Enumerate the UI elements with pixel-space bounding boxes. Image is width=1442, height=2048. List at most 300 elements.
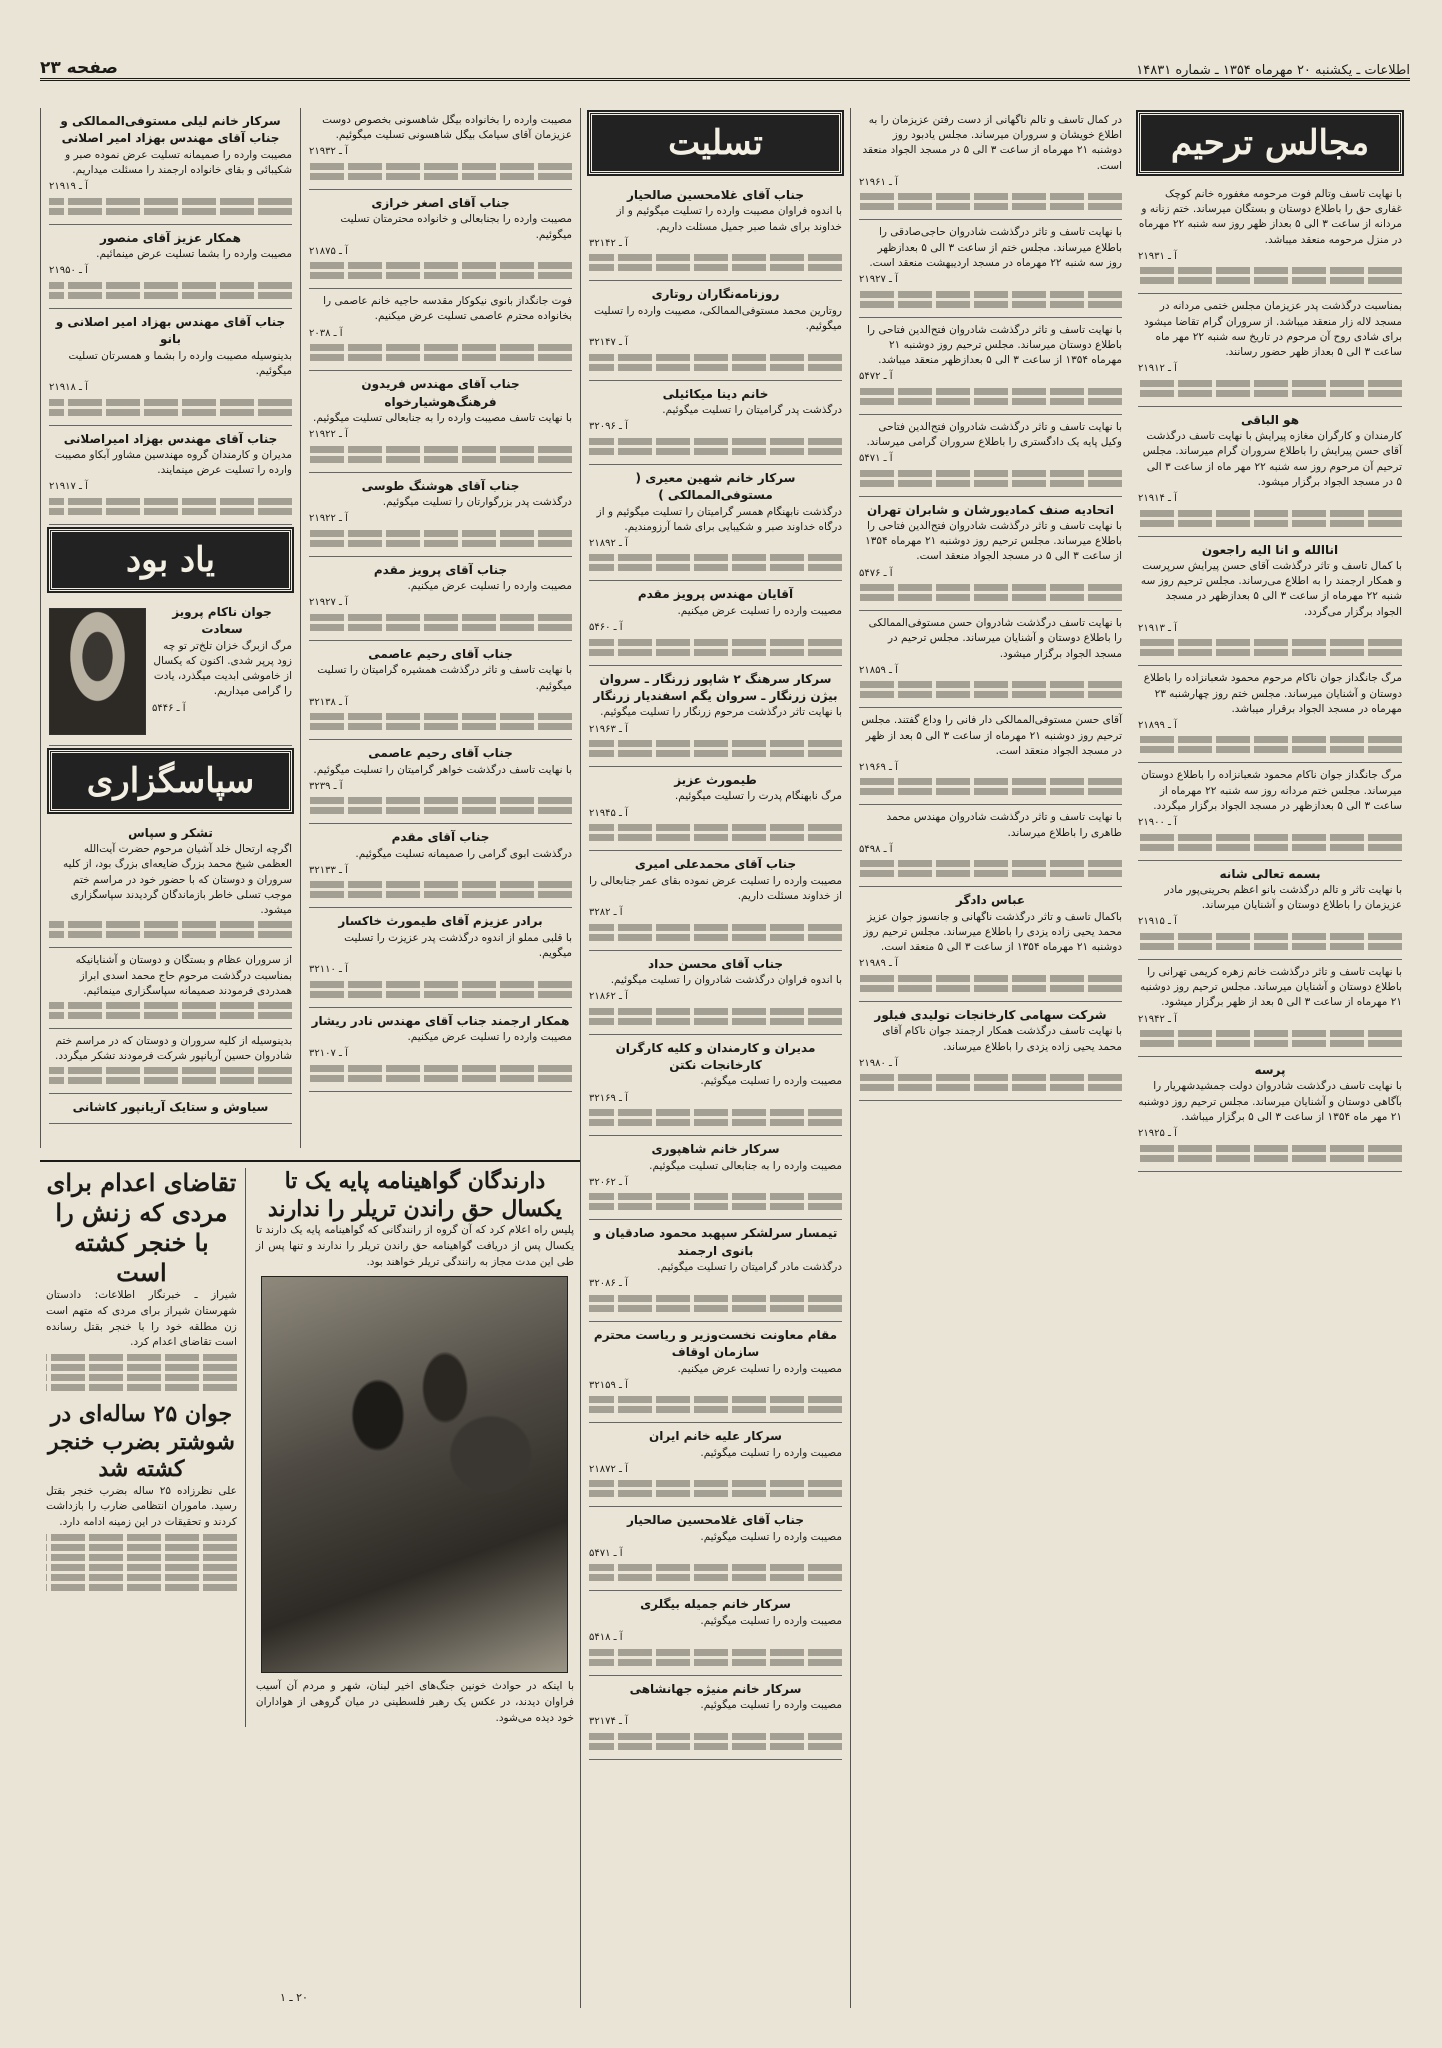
text-filler [1138, 639, 1402, 646]
text-filler [589, 924, 842, 931]
text-filler [859, 975, 1122, 982]
text-filler [1138, 933, 1402, 940]
notice [1138, 666, 1402, 763]
text-filler [859, 681, 1122, 688]
notice-title: طیمورث عزیز [674, 773, 757, 788]
column-1 [1130, 108, 1410, 2008]
text-filler [589, 1109, 842, 1116]
notice [589, 851, 842, 950]
notice-code: آ ـ ۲۱۹۱۹ [49, 181, 88, 193]
notice-code: آ ـ ۲۱۹۰۰ [1138, 817, 1177, 829]
text-filler [49, 1077, 292, 1084]
notice-text: مدیران و کارمندان گروه مهندسین مشاور آبکاو مصیبت وارده را تسلیت عرض مینمایند. [54, 448, 292, 477]
text-filler [49, 508, 292, 515]
text-filler [859, 788, 1122, 795]
notice-text: با اندوه فراوان مصیبت وارده را تسلیت میگوئیم و از خداوند برای شما صبر جمیل مسئلت داریم. [616, 205, 842, 233]
notice-text: با قلبی مملو از اندوه درگذشت پدر عزیزت را تسلیت میگویم. [344, 931, 572, 960]
notice-title: همکار ارجمند جناب آقای مهندس نادر ریشار [311, 1013, 570, 1028]
notice-title: برادر عزیزم آقای طیمورث خاکسار [338, 914, 543, 929]
text-filler [309, 530, 572, 537]
notice [1138, 763, 1402, 860]
notice-title: بسمه تعالی شانه [1219, 866, 1321, 881]
notice-text: با نهایت تاسف و تاثر درگذشت شادروان فتح‌الدین فتاحی وکیل پایه یک دادگستری را باطلاع سروران گرامی میرساند. [866, 420, 1122, 448]
notice-code: آ ـ ۲۱۹۸۹ [859, 958, 898, 970]
text-filler [1138, 1040, 1402, 1047]
notice-code: آ ـ ۲۱۹۱۴ [1138, 493, 1177, 505]
notice-title: آقایان مهندس پرویز مقدم [637, 587, 794, 602]
text-filler [589, 1406, 842, 1413]
text-filler [309, 991, 572, 998]
text-filler [589, 554, 842, 561]
notice [859, 415, 1122, 497]
notice-text: با نهایت تاسف درگذشت خواهر گرامیتان را تسلیت میگوئیم. [313, 763, 572, 776]
text-filler [589, 1295, 842, 1302]
notice [859, 220, 1122, 317]
notice-text: مصیبت وارده را صمیمانه تسلیت عرض نموده صبر و شکیبائی و بقای خانواده ارجمند را مسئلت میداریم. [65, 148, 292, 176]
notice [589, 581, 842, 665]
notice-code: آ ـ ۲۱۹۱۷ [49, 481, 88, 493]
remembrance-notice [49, 599, 292, 746]
notice-title: جناب آقای رحیم عاصمی [368, 646, 513, 661]
notice-text: با اندوه فراوان درگذشت شادروان را تسلیت میگوئیم. [610, 973, 842, 986]
text-filler [589, 1733, 842, 1740]
notice-text: مصیبت وارده را تسلیت عرض میکنیم. [407, 1031, 572, 1044]
notice-code: آ ـ ۲۱۹۱۳ [1138, 622, 1177, 634]
notice-list [49, 108, 292, 525]
notice-code: آ ـ ۲۱۹۶۹ [859, 761, 898, 773]
notice-code: آ ـ ۳۲۳۹ [309, 780, 343, 792]
notice [309, 371, 572, 473]
notice-text: مصیبت وارده را تسلیت عرض میکنیم. [677, 604, 842, 617]
text-filler [589, 740, 842, 747]
notice-code: آ ـ ۲۱۹۱۲ [1138, 363, 1177, 375]
text-filler [589, 1008, 842, 1015]
notice-text: با نهایت تاسف و تاثر درگذشت شادروان مهندس محمد طاهری را باطلاع میرساند. [886, 811, 1122, 839]
text-filler [49, 399, 292, 406]
photo-caption: با اینکه در حوادث خونین جنگ‌های اخیر لبنان، شهر و مردم آن آسیب فراوان دیدند، در عکس یک رهبر فلسطینی در میان گروهی از هواداران خود دیده می‌شود. [255, 1680, 574, 1724]
text-filler [309, 624, 572, 631]
text-filler [589, 1119, 842, 1126]
notice [309, 289, 572, 371]
notice-code: آ ـ ۳۲۱۰۷ [309, 1048, 348, 1060]
notice [49, 225, 292, 309]
text-filler [589, 1743, 842, 1750]
notice [1138, 537, 1402, 667]
text-filler [309, 713, 572, 720]
text-filler [309, 1075, 572, 1082]
notice-text: با نهایت تاسف و تاثر درگذشت شادروان فتح‌الدین فتاحی را باطلاع میرساند. مجلس ترحیم روز دوشنبه ۲۱ مهرماه ۱۳۵۴ از ساعت ۳ الی ۵ در مسجد الجواد منعقد است. [865, 520, 1122, 563]
notice-code: آ ـ ۲۱۹۴۵ [589, 807, 628, 819]
text-filler [49, 921, 292, 928]
notice-title: خانم دینا میکائیلی [662, 386, 769, 401]
text-filler [589, 750, 842, 757]
text-filler [859, 778, 1122, 785]
notice-code: آ ـ ۲۱۸۹۲ [589, 537, 628, 549]
notice-text: روتارین محمد مستوفی‌الممالکی، مصیبت وارده را تسلیت میگوئیم. [593, 304, 842, 332]
notice [309, 108, 572, 190]
thanks-signature: سیاوش و ستایک آریانپور کاشانی [49, 1094, 292, 1123]
notice-list [859, 108, 1122, 1101]
notice-code: آ ـ ۲۱۸۷۵ [309, 245, 348, 257]
text-filler [589, 1396, 842, 1403]
notice [589, 1507, 842, 1591]
notice-list [1138, 182, 1402, 1172]
notice-text: با نهایت تاثر و تالم درگذشت بانو اعظم بحرینی‌پور مادر عزیزمان را باطلاع دوستان و آشنایان میرساند. [1164, 883, 1402, 912]
notice-text: مصیبت وارده را بشما تسلیت عرض مینمائیم. [96, 248, 292, 261]
notice-text: با کمال تاسف و تاثر درگذشت آقای حسن پیرایش سرپرست و همکار ارجمند را به اطلاع می‌رساند. مجلس ترحیم روز سه شنبه ۲۲ مهرماه از ساعت ۳ الی ۵ بعدازظهر در مسجد الجواد برگزار می‌گردد. [1140, 559, 1402, 618]
text-filler [589, 834, 842, 841]
text-filler [1138, 520, 1402, 527]
notice-code: آ ـ ۵۴۶۰ [589, 622, 623, 634]
notice-code: آ ـ ۲۱۸۷۲ [589, 1463, 628, 1475]
notice-title: عباس دادگر [955, 893, 1026, 908]
text-filler [309, 1065, 572, 1072]
notice [49, 426, 292, 525]
notice-code: آ ـ ۵۴۹۸ [859, 843, 893, 855]
notice-title: جناب آقای مقدم [391, 830, 490, 845]
text-filler [589, 1490, 842, 1497]
notice-code: آ ـ ۲۱۹۲۲ [309, 429, 348, 441]
text-filler [859, 203, 1122, 210]
notice-text: اگرچه ارتحال خلد آشیان مرحوم حضرت آیت‌الله العظمی شیخ محمد بزرگ ضایعه‌ای بزرگ بود، از کلیه سروران و دوستان که با حضور خود در مراسم ختم موجب تسلی خاطر بازماندگان گردیدند سپاسگزاری میشود. [63, 843, 292, 917]
notice-code: آ ـ ۲۱۹۸۰ [859, 1057, 898, 1069]
notice-title: سرکار علیه خانم ایران [649, 1429, 782, 1444]
text-filler [859, 480, 1122, 487]
notice-title: جناب آقای محسن حداد [647, 956, 784, 971]
notice [589, 767, 842, 851]
page-number-footer: ۲۰ ـ ۱ [280, 1991, 308, 2004]
text-filler [859, 291, 1122, 298]
notice [309, 557, 572, 641]
notice [49, 1029, 292, 1094]
notice-text: فوت جانگداز بانوی نیکوکار مقدسه حاجیه خانم عاصمی را بخانواده محترم عاصمی تسلیت عرض میکنیم. [323, 295, 572, 323]
text-filler [589, 1574, 842, 1581]
notice [1138, 182, 1402, 294]
notice-code: آ ـ ۲۱۹۲۷ [859, 274, 898, 286]
text-filler [589, 824, 842, 831]
notice [589, 465, 842, 582]
notice-text: مصیبت وارده را تسلیت عرض نموده بقای عمر جنابعالی را از خداوند مسئلت داریم. [589, 874, 842, 902]
notice-code: آ ـ ۳۲۱۴۷ [589, 337, 628, 349]
notice-code: آ ـ ۳۲۸۲ [589, 907, 623, 919]
notice-title: اناالله و انا الیه راجعون [1201, 542, 1339, 557]
column-2 [850, 108, 1130, 2008]
text-filler [859, 584, 1122, 591]
article-text-license: پلیس راه اعلام کرد که آن گروه از رانندگانی که گواهینامه پایه یک دارند تا یکسال پس از دریافت گواهینامه حق راندن تریلر را ندارند و تنها پس از طی این مدت مجاز به رانندگی تریلر خواهند بود. [255, 1224, 574, 1268]
notice [49, 948, 292, 1029]
text-filler [309, 881, 572, 888]
notice-title: مقام معاونت نخست‌وزیر و ریاست محترم سازمان اوقاف [593, 1327, 838, 1360]
notice-code: آ ـ ۳۲۱۴۲ [589, 237, 628, 249]
notice-title: شرکت سهامی کارخانجات تولیدی فیلور [874, 1007, 1107, 1022]
notice-text: درگذشت پدر بزرگوارتان را تسلیت میگوئیم. [382, 496, 572, 509]
notice-code: آ ـ ۳۲۱۶۹ [589, 1092, 628, 1104]
notice [309, 824, 572, 908]
notice-code: آ ـ ۲۱۹۱۸ [49, 382, 88, 394]
text-filler [859, 388, 1122, 395]
notice-text: با نهایت تاسف درگذشت شادروان حسن مستوفی‌الممالکی را باطلاع دوستان و آشنایان میرساند. مجلس ترحیم در مسجد الجواد برگزار میشود. [868, 617, 1122, 660]
text-filler [309, 891, 572, 898]
news-section [40, 1160, 580, 2008]
notice-text: مرگ جانگداز جوان ناکام محمود شعبانزاده را باطلاع دوستان میرساند. مجلس ختم مردانه روز سه شنبه ۲۲ مهرماه از ساعت ۳ الی ۵ بعدازظهر در مسجد الجواد برگزار میگردد. [1140, 769, 1402, 812]
notice-title: همکار عزیز آقای منصور [100, 230, 241, 245]
headline-shushtar: جوان ۲۵ ساله‌ای در شوشتر بضرب خنجر کشته شد [47, 1401, 235, 1482]
text-filler [1138, 736, 1402, 743]
notice-code: آ ـ ۲۱۹۱۵ [1138, 916, 1177, 928]
notice [859, 497, 1122, 612]
notice-text: مصیبت وارده را بجنابعالی و خانواده محترمتان تسلیت میگوئیم. [340, 213, 572, 241]
section-banner-condolences: تسلیت [589, 112, 842, 174]
notice-code: آ ـ ۲۱۹۶۱ [859, 176, 898, 188]
notice-text: از سروران عظام و بستگان و دوستان و آشنایانیکه بمناسبت درگذشت مرحوم حاج محمد اسدی ابراز همدردی فرمودند صمیمانه سپاسگزاری مینمائیم. [75, 954, 292, 997]
text-filler [859, 860, 1122, 867]
text-filler [1138, 1030, 1402, 1037]
notice-title: جناب آقای پرویز مقدم [373, 562, 508, 577]
text-filler [309, 456, 572, 463]
text-filler [859, 985, 1122, 992]
notice [589, 951, 842, 1035]
notice-text: مصیبت وارده را تسلیت میگوئیم. [700, 1698, 842, 1711]
notice-text: مصیبت وارده را تسلیت میگوئیم. [700, 1446, 842, 1459]
notice-code: آ ـ ۳۲۰۶۲ [589, 1176, 628, 1188]
text-filler [859, 301, 1122, 308]
notice [309, 641, 572, 740]
notice-code: آ ـ ۲۱۹۳۲ [309, 146, 348, 158]
notice-text: درگذشت ابوی گرامی را صمیمانه تسلیت میگوئیم. [355, 847, 572, 860]
text-filler [309, 807, 572, 814]
text-filler [859, 398, 1122, 405]
notice-code: آ ـ ۲۱۹۲۲ [309, 513, 348, 525]
text-filler [49, 198, 292, 205]
notice-text: بدینوسیله مصیبت وارده را بشما و همسرتان تسلیت میگوئیم. [68, 349, 292, 377]
notice [859, 1002, 1122, 1101]
text-filler [309, 272, 572, 279]
notice-title: سرکار خانم شاهپوری [651, 1142, 780, 1157]
notice-code: آ ـ ۲۰۳۸ [309, 327, 343, 339]
notice-title: سرکار خانم لیلی مستوفی‌الممالکی و جناب آقای مهندس بهزاد امیر اصلانی [60, 114, 281, 146]
text-filler [309, 344, 572, 351]
notice [589, 381, 842, 465]
section-banner-condolence-gatherings: مجالس ترحیم [1138, 112, 1402, 174]
text-filler [589, 649, 842, 656]
news-article-license [256, 1168, 574, 1727]
notice-code: آ ـ ۳۲۰۸۶ [589, 1278, 628, 1290]
text-filler [309, 797, 572, 804]
notice-code: آ ـ ۲۱۸۶۲ [589, 991, 628, 1003]
notice [589, 666, 842, 768]
notice-text: مصیبت وارده را تسلیت عرض میکنیم. [407, 580, 572, 593]
notice-code: آ ـ ۳۲۰۹۶ [589, 421, 628, 433]
notice-code: آ ـ ۳۲۱۷۴ [589, 1716, 628, 1728]
notice-title: سرکار خانم جمیله بیگلری [640, 1597, 791, 1612]
text-filler [1138, 943, 1402, 950]
notice-title: جناب آقای مهندس بهزاد امیر اصلانی و بانو [55, 314, 286, 347]
notice-code: آ ـ ۳۲۱۵۹ [589, 1379, 628, 1391]
thanks-list [49, 820, 292, 1095]
notice-code: آ ـ ۲۱۹۳۱ [1138, 250, 1177, 262]
notice [309, 473, 572, 557]
text-filler [589, 1480, 842, 1487]
section-banner-remembrance: یاد بود [49, 529, 292, 591]
text-filler [589, 1018, 842, 1025]
column-4 [300, 108, 580, 1148]
notice [859, 887, 1122, 1002]
notice-title: پرسه [1254, 1063, 1286, 1078]
notice [859, 108, 1122, 220]
text-filler [49, 931, 292, 938]
text-filler [1138, 1155, 1402, 1162]
text-filler [309, 723, 572, 730]
notice [309, 1008, 572, 1092]
notice-title: جناب آقای هوشنگ طوسی [361, 478, 520, 493]
text-filler [589, 438, 842, 445]
text-filler [49, 498, 292, 505]
notice-title: جناب آقای رحیم عاصمی [368, 746, 513, 761]
notice [1138, 960, 1402, 1057]
notice-title: جناب آقای غلامحسین صالحیار [627, 1513, 804, 1528]
notice-text: درگذشت مادر گرامیتان را تسلیت میگوئیم. [657, 1261, 842, 1274]
text-filler [309, 262, 572, 269]
text-filler [309, 540, 572, 547]
text-filler [589, 1564, 842, 1571]
text-filler [589, 448, 842, 455]
text-filler [309, 614, 572, 621]
text-filler [859, 470, 1122, 477]
notice-text: مصیبت وارده را به جنابعالی تسلیت میگوئیم. [649, 1159, 842, 1172]
text-filler [589, 1305, 842, 1312]
notice [589, 1591, 842, 1675]
text-filler [589, 1203, 842, 1210]
notice-text: باکمال تاسف و تاثر درگذشت ناگهانی و جانسوز جوان عزیز محمد یحیی زاده یزدی را باطلاع میرساند. مجلس ترحیم روز دوشنبه ۲۱ مهرماه ۱۳۵۴ از ساعت ۳ الی ۵ منعقد است. [863, 910, 1122, 954]
page-header [40, 56, 1410, 81]
notice-title: جناب آقای مهندس بهزاد امیراصلانی [63, 431, 278, 446]
notice-code: آ ـ ۵۴۴۶ [152, 702, 186, 714]
text-filler [589, 639, 842, 646]
text-filler [859, 691, 1122, 698]
remembrance-text: مرگ ازبرگ خزان تلخ‌تر تو چه زود پرپر شدی. اکنون که یکسال از خاموشی ابدیت میگذرد، یادت را گرامی میداریم. [153, 639, 292, 698]
text-filler [49, 208, 292, 215]
notice-text: با نهایت تاثر درگذشت مرحوم زرنگار را تسلیت میگوئیم. [600, 706, 842, 719]
notice-title: مدیران و کارمندان و کلیه کارگران کارخانجات نکتن [615, 1040, 816, 1073]
text-filler [589, 364, 842, 371]
notice [1138, 294, 1402, 406]
text-filler [1138, 649, 1402, 656]
notice-code: آ ـ ۳۲۱۳۸ [309, 696, 348, 708]
notice-list [589, 182, 842, 1760]
notice-text: مصیبت وارده را بخانواده بیگل شاهسونی بخصوص دوست عزیزمان آقای سیامک بیگل شاهسونی تسلیت میگوئیم. [322, 114, 572, 142]
notice [1138, 407, 1402, 537]
text-filler [309, 446, 572, 453]
notice-text: با نهایت تاسف و تاثر درگذشت شادروان فتح‌الدین فتاحی را باطلاع دوستان میرساند. مجلس ترحیم روز دوشنبه ۲۱ مهرماه ۱۳۵۴ از ساعت ۳ الی ۵ بعدازظهر منعقد میباشد. [867, 323, 1122, 366]
text-filler [589, 934, 842, 941]
text-filler [1138, 380, 1402, 387]
notice [589, 1423, 842, 1507]
notice [589, 1220, 842, 1322]
news-article-court [46, 1168, 246, 1727]
notice [1138, 861, 1402, 960]
text-filler [589, 354, 842, 361]
text-filler [1138, 1145, 1402, 1152]
notice-code: آ ـ ۲۱۹۲۵ [1138, 1128, 1177, 1140]
notice-text: مصیبت وارده را تسلیت عرض میکنیم. [677, 1362, 842, 1375]
text-filler [1138, 277, 1402, 284]
notice-text: بمناسبت درگذشت پدر عزیزمان مجلس ختمی مردانه در مسجد لاله زار منعقد میباشد. از سروران گرام تقاضا میشود برای شادی روح آن مرحوم در تاریخ سه شنبه ۲۲ مهر ماه ساعت ۳ الی ۵ بعداز ظهر حضور رسانند. [1143, 300, 1402, 359]
article-text-execution: شیراز ـ خبرنگار اطلاعات: دادستان شهرستان شیراز برای مردی که متهم است زن مطلقه خود را با خنجر بقتل رسانده است تقاضای اعدام کرد. [46, 1289, 237, 1349]
notice-text: با نهایت تاسف و تاثر درگذشت خانم زهره کریمی تهرانی را باطلاع دوستان و آشنایان میرساند. مجلس ترحیم روز دوشنبه ۲۱ مهرماه از ساعت ۳ الی ۵ بعد از ظهر برگزار میشود. [1139, 965, 1402, 1009]
notice-code: آ ـ ۲۱۹۴۲ [1138, 1013, 1177, 1025]
notice [859, 318, 1122, 415]
notice-code: آ ـ ۳۲۱۱۰ [309, 964, 348, 976]
notice-text: مصیبت وارده را تسلیت میگوئیم. [700, 1075, 842, 1088]
issue-line: اطلاعات ـ یکشنبه ۲۰ مهرماه ۱۳۵۴ ـ شماره ۱۴۸۳۱ [1136, 63, 1410, 78]
notice-text: با نهایت تاسف و تاثر درگذشت شادروان حاجی‌صادقی را باطلاع میرساند. مجلس ختم از ساعت ۳ الی ۵ بعدازظهر روز سه شنبه ۲۲ مهرماه در مسجد اردیبهشت منعقد است. [869, 226, 1122, 269]
notice [589, 1322, 842, 1424]
page-label: صفحه ۲۳ [40, 58, 118, 78]
notice [589, 281, 842, 380]
notice-text: مصیبت وارده را تسلیت میگوئیم. [700, 1614, 842, 1627]
text-filler [1138, 834, 1402, 841]
text-filler [49, 292, 292, 299]
notice [859, 805, 1122, 887]
text-filler [589, 1649, 842, 1656]
notice-text: با نهایت تاسف درگذشت همکار ارجمند جوان ناکام آقای محمد یحیی زاده یزدی را باطلاع میرساند. [882, 1025, 1122, 1053]
notice-text: با نهایت تاسف و تاثر درگذشت همشیره گرامیتان را تسلیت میگوئیم. [317, 664, 572, 692]
notice [589, 1035, 842, 1137]
notice-text: درگذشت پدر گرامیتان را تسلیت میگوئیم. [662, 404, 842, 417]
text-filler [859, 193, 1122, 200]
notice-code: آ ـ ۵۴۷۲ [859, 371, 893, 383]
notice-text: با نهایت تاسف وتالم فوت مرحومه مغفوره خانم کوچک غفاری حق را باطلاع دوستان و بستگان میرساند. ختم زنانه و مردانه از ساعت ۳ الی ۵ بعداز ظهر روز سه شنبه ۲۲ مهرماه در منزل مرحومه منعقد میباشد. [1138, 188, 1402, 246]
text-filler [589, 1659, 842, 1666]
notice-title: سرکار خانم شهین معیری ( مستوفی‌الممالکی ) [635, 470, 796, 503]
text-filler [309, 173, 572, 180]
notice-title: جناب آقای غلامحسین صالحیار [627, 188, 804, 202]
notice-code: آ ـ ۲۱۹۵۰ [49, 265, 88, 277]
notice-title: جناب آقای محمدعلی امیری [634, 857, 797, 872]
text-filler [589, 264, 842, 271]
notice-text: مرگ نابهنگام پدرت را تسلیت میگوئیم. [674, 790, 842, 803]
notice-code: آ ـ ۲۱۸۹۹ [1138, 719, 1177, 731]
notice-code: آ ـ ۵۴۱۸ [589, 1632, 623, 1644]
text-filler [309, 163, 572, 170]
text-filler [49, 1012, 292, 1019]
column-3 [580, 108, 850, 2008]
column-5 [40, 108, 300, 1148]
notice-title: هو الباقی [1240, 412, 1300, 427]
notice-code: آ ـ ۵۴۷۶ [859, 567, 893, 579]
notice [589, 1676, 842, 1760]
text-filler [1138, 746, 1402, 753]
notice-list [309, 108, 572, 1092]
text-filler [49, 1067, 292, 1074]
notice [49, 108, 292, 225]
notice-title: جناب آقای مهندس فریدون فرهنگ‌هوشیارخواه [361, 377, 520, 409]
notice [309, 740, 572, 824]
notice-code: آ ـ ۵۴۷۱ [859, 453, 893, 465]
notice [1138, 1057, 1402, 1172]
notice [589, 182, 842, 281]
text-filler [859, 1084, 1122, 1091]
notice [589, 1136, 842, 1220]
portrait-photo [49, 608, 146, 735]
text-filler [589, 254, 842, 261]
notice-text: درگذشت نابهنگام همسر گرامیتان را تسلیت میگوئیم و از درگاه خداوند صبر و شکیبایی برای شما آرزومندیم. [596, 505, 842, 533]
notice [49, 309, 292, 426]
notice [309, 908, 572, 1007]
text-filler [1138, 267, 1402, 274]
notice [859, 611, 1122, 708]
notice-text: با نهایت تاسف مصیبت وارده را به جنابعالی تسلیت میگوئیم. [313, 411, 572, 424]
